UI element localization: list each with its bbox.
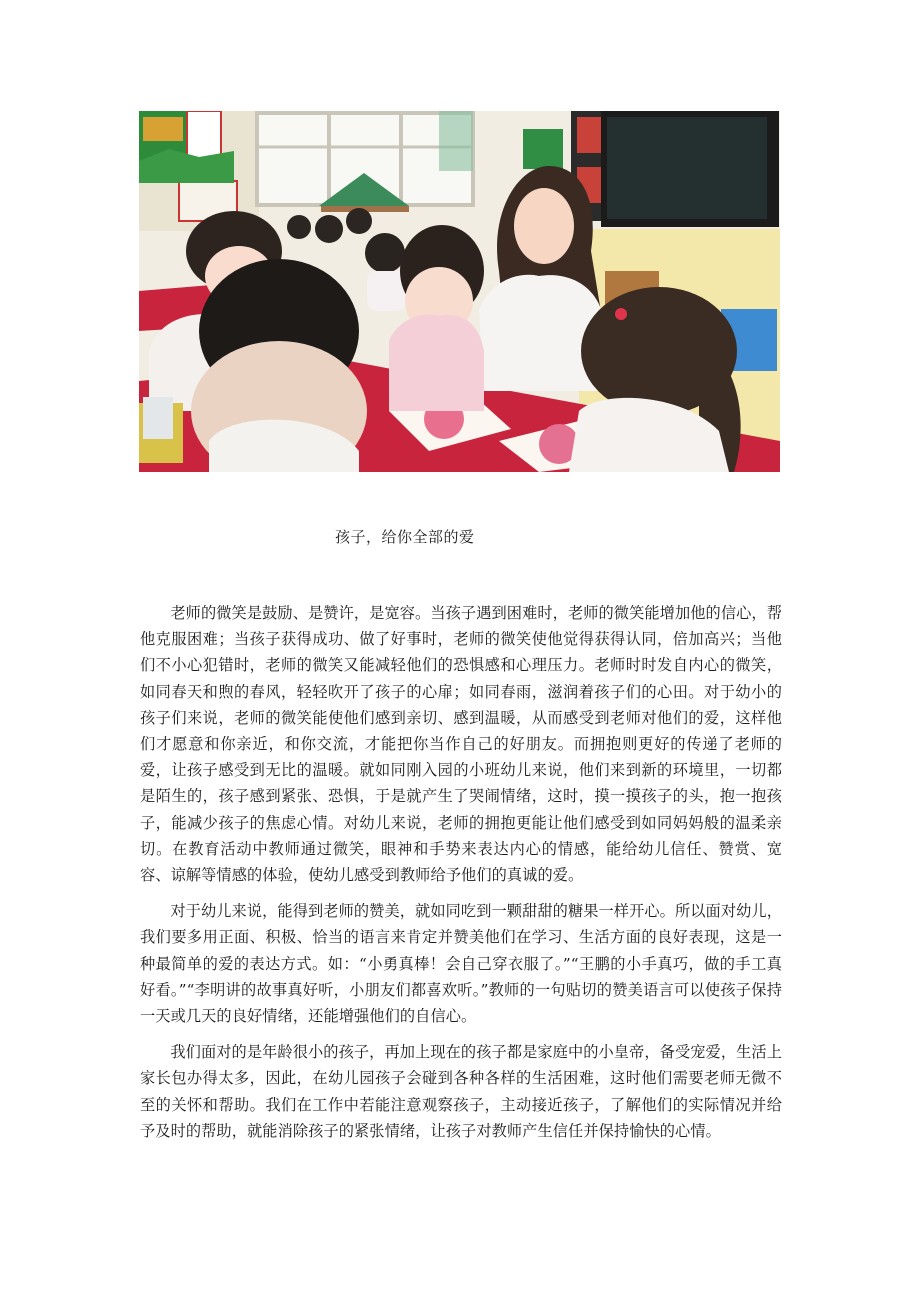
paragraph-praise: 对于幼儿来说，能得到老师的赞美，就如同吃到一颗甜甜的糖果一样开心。所以面对幼儿，我们要多用正面、积极、恰当的语言来肯定并赞美他们在学习、生活方面的良好表现，这是一种最简单的爱的表达方式。如：“小勇真棒！会自己穿衣服了。”“王鹏的小手真巧，做的手工真好看。”“李明讲的故事真好听，小朋友们都喜欢听。”教师的一句贴切的赞美语言可以使孩子保持一天或几天的良好情绪，还能增强他们的自信心。 <box>140 902 782 1026</box>
classroom-photo <box>139 111 780 472</box>
paragraph-smile-hug: 老师的微笑是鼓励、是赞许，是宽容。当孩子遇到困难时，老师的微笑能增加他的信心，帮他克服困难；当孩子获得成功、做了好事时，老师的微笑使他觉得获得认同，倍加高兴；当他们不小心犯错时，老师的微笑又能减轻他们的恐惧感和心理压力。老师时时发自内心的微笑，如同春天和煦的春风，轻轻吹开了孩子的心扉；如同春雨，滋润着孩子们的心田。对于幼小的孩子们来说，老师的微笑能使他们感到亲切、感到温暖，从而感受到老师对他们的爱，这样他们才愿意和你亲近，和你交流，才能把你当作自己的好朋友。而拥抱则更好的传递了老师的爱，让孩子感受到无比的温暖。就如同刚入园的小班幼儿来说，他们来到新的环境里，一切都是陌生的，孩子感到紧张、恐惧，于是就产生了哭闹情绪，这时，摸一摸孩子的头，抱一抱孩子，能减少孩子的焦虑心情。对幼儿来说，老师的拥抱更能让他们感受到如同妈妈般的温柔亲切。在教育活动中教师通过微笑，眼神和手势来表达内心的情感，能给幼儿信任、赞赏、宽容、谅解等情感的体验，使幼儿感受到教师给予他们的真诚的爱。 <box>140 604 782 885</box>
paragraph-care: 我们面对的是年龄很小的孩子，再加上现在的孩子都是家庭中的小皇帝，备受宠爱，生活上家长包办得太多，因此，在幼儿园孩子会碰到各种各样的生活困难，这时他们需要老师无微不至的关怀和帮助。我们在工作中若能注意观察孩子，主动接近孩子，了解他们的实际情况并给予及时的帮助，就能消除孩子的紧张情绪，让孩子对教师产生信任并保持愉快的心情。 <box>140 1043 782 1140</box>
photo-caption: 孩子，给你全部的爱 <box>335 528 475 546</box>
article-body <box>140 600 782 1154</box>
